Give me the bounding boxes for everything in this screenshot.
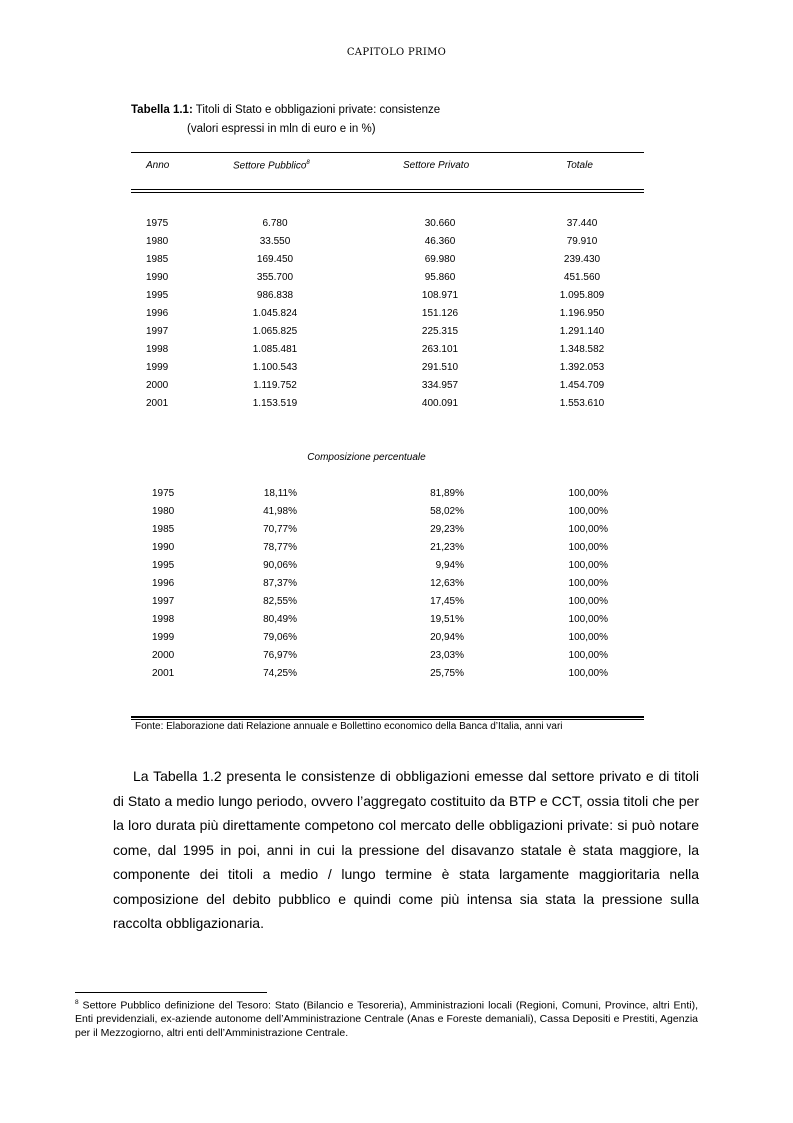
table-cell: 225.315 <box>421 326 459 337</box>
table-row <box>0 308 793 326</box>
table-cell: 1.119.752 <box>253 380 297 391</box>
table-cell: 1999 <box>152 632 175 643</box>
col-header-public <box>233 160 310 171</box>
table-cell: 69.980 <box>424 254 456 265</box>
header-double-rule-a <box>131 189 644 190</box>
table-cell: 82,55% <box>263 596 297 607</box>
table-row <box>0 506 793 524</box>
table-cell: 1.065.825 <box>252 326 298 337</box>
table-cell: 25,75% <box>430 668 464 679</box>
table-cell: 1996 <box>146 308 169 319</box>
col-header-public-label: Settore Pubblico <box>233 160 307 172</box>
table-cell: 100,00% <box>568 596 608 607</box>
table-cell: 100,00% <box>568 524 608 535</box>
table-cell: 1.045.824 <box>252 308 298 319</box>
table-cell: 37.440 <box>566 218 598 229</box>
table-cell: 46.360 <box>424 236 456 247</box>
table-cell: 1997 <box>152 596 175 607</box>
table-cell: 41,98% <box>263 506 297 517</box>
table-cell: 1990 <box>152 542 175 553</box>
table-cell: 6.780 <box>262 218 288 229</box>
table-cell: 986.838 <box>256 290 294 301</box>
table-cell: 80,49% <box>263 614 297 625</box>
footnote-ref: 8 <box>306 160 310 166</box>
table-cell: 1.100.543 <box>252 362 298 373</box>
table-cell: 100,00% <box>568 578 608 589</box>
header-double-rule-b <box>131 192 644 193</box>
table-cell: 100,00% <box>568 632 608 643</box>
table-cell: 2000 <box>146 380 169 391</box>
table-cell: 1.348.582 <box>559 344 605 355</box>
table-cell: 2001 <box>152 668 175 679</box>
table-cell: 1.196.950 <box>559 308 605 319</box>
table-cell: 1998 <box>146 344 169 355</box>
table-row <box>0 578 793 596</box>
table-cell: 1975 <box>152 488 175 499</box>
table-label: Tabella 1.1: <box>131 104 193 116</box>
table-row <box>0 560 793 578</box>
table-cell: 1.553.610 <box>559 398 605 409</box>
table-cell: 355.700 <box>256 272 294 283</box>
table-cell: 23,03% <box>430 650 464 661</box>
table-cell: 78,77% <box>263 542 297 553</box>
table-row <box>0 326 793 344</box>
table-cell: 76,97% <box>263 650 297 661</box>
col-header-total: Totale <box>566 160 593 171</box>
table-cell: 70,77% <box>263 524 297 535</box>
table-cell: 1.454.709 <box>559 380 605 391</box>
table-cell: 1999 <box>146 362 169 373</box>
table-cell: 108.971 <box>421 290 459 301</box>
table-row <box>0 362 793 380</box>
table-cell: 100,00% <box>568 506 608 517</box>
table-cell: 12,63% <box>430 578 464 589</box>
table-cell: 1.153.519 <box>252 398 298 409</box>
table-cell: 1995 <box>152 560 175 571</box>
table-cell: 18,11% <box>263 488 297 499</box>
table-row <box>0 632 793 650</box>
table-row <box>0 236 793 254</box>
table-row <box>0 254 793 272</box>
table-bottom-rule-b <box>131 719 644 720</box>
table-top-rule <box>131 152 644 153</box>
table-cell: 33.550 <box>259 236 291 247</box>
table-cell: 95.860 <box>424 272 456 283</box>
table-cell: 30.660 <box>424 218 456 229</box>
table-cell: 2001 <box>146 398 169 409</box>
table-row <box>0 650 793 668</box>
table-row <box>0 380 793 398</box>
table-cell: 1980 <box>146 236 169 247</box>
table-cell: 20,94% <box>430 632 464 643</box>
table-cell: 90,06% <box>263 560 297 571</box>
table-bottom-rule-a <box>131 716 644 718</box>
table-row <box>0 488 793 506</box>
body-paragraph: La Tabella 1.2 presenta le consistenze di obbligazioni emesse dal settore privato e di titoli di Stato a medio lungo periodo, ovvero l’aggregato costituito da BTP e CCT, ossia titoli che per la loro durata più direttamente competono col mercato delle obbligazioni private: si può notare come, dal 1995 in poi, anni in cui la pressione del disavanzo statale è stata maggiore, la componente dei titoli a medio / lungo termine è stata largamente maggioritaria nella composizione del debito pubblico e quindi come più intensa sia stata la pressione sulla raccolta obbligazionaria. <box>113 768 699 931</box>
table-cell: 1998 <box>152 614 175 625</box>
table-row <box>0 596 793 614</box>
table-cell: 29,23% <box>430 524 464 535</box>
table-row <box>0 344 793 362</box>
table-cell: 19,51% <box>430 614 464 625</box>
table-source: Fonte: Elaborazione dati Relazione annuale e Bollettino economico della Banca d’Italia, anni vari <box>135 721 563 732</box>
table-cell: 87,37% <box>263 578 297 589</box>
footnote-text: Settore Pubblico definizione del Tesoro: Stato (Bilancio e Tesoreria), Amministrazioni locali (Regioni, Comuni, Province, altri Enti), Enti previdenziali, ex-aziende autonome dell’Amministrazione Centrale (Anas e Foreste demaniali), Cassa Depositi e Prestiti, Agenzia per il Mezzogiorno, altri enti dell’Amministrazione Centrale. <box>75 999 698 1039</box>
table-cell: 100,00% <box>568 614 608 625</box>
table-subtitle: (valori espressi in mln di euro e in %) <box>187 123 376 135</box>
table-row <box>0 542 793 560</box>
table-cell: 263.101 <box>421 344 459 355</box>
table-cell: 451.560 <box>563 272 601 283</box>
table-cell: 79.910 <box>566 236 598 247</box>
table-title: Titoli di Stato e obbligazioni private: consistenze <box>192 104 441 116</box>
table-cell: 1.085.481 <box>252 344 298 355</box>
table-row <box>0 218 793 236</box>
table-cell: 1.392.053 <box>559 362 605 373</box>
table-cell: 21,23% <box>430 542 464 553</box>
table-row <box>0 524 793 542</box>
table-row <box>0 668 793 686</box>
table-cell: 100,00% <box>568 650 608 661</box>
table-cell: 1.095.809 <box>559 290 605 301</box>
table-cell: 17,45% <box>430 596 464 607</box>
table-cell: 1996 <box>152 578 175 589</box>
table-cell: 81,89% <box>430 488 464 499</box>
table-row <box>0 290 793 308</box>
table-cell: 151.126 <box>421 308 459 319</box>
table-cell: 334.957 <box>421 380 459 391</box>
table-cell: 100,00% <box>568 560 608 571</box>
table-cell: 169.450 <box>256 254 294 265</box>
table-cell: 1990 <box>146 272 169 283</box>
table-cell: 9,94% <box>435 560 464 571</box>
table-cell: 100,00% <box>568 488 608 499</box>
col-header-private: Settore Privato <box>403 160 470 171</box>
footnote-number: 8 <box>75 999 79 1006</box>
table-row <box>0 398 793 416</box>
table-cell: 400.091 <box>421 398 459 409</box>
table-row <box>0 272 793 290</box>
table-cell: 1997 <box>146 326 169 337</box>
table-cell: 1975 <box>146 218 169 229</box>
table-cell: 1985 <box>146 254 169 265</box>
footnote <box>75 996 698 1040</box>
footnote-rule <box>75 992 267 993</box>
table-cell: 1995 <box>146 290 169 301</box>
table-cell: 58,02% <box>430 506 464 517</box>
table-row <box>0 614 793 632</box>
table-cell: 1985 <box>152 524 175 535</box>
table-cell: 100,00% <box>568 542 608 553</box>
table-cell: 2000 <box>152 650 175 661</box>
table-cell: 291.510 <box>421 362 459 373</box>
table-cell: 239.430 <box>563 254 601 265</box>
page-header: CAPITOLO PRIMO <box>346 47 447 58</box>
percent-subheading: Composizione percentuale <box>307 452 426 463</box>
table-caption <box>131 104 440 116</box>
table-cell: 79,06% <box>263 632 297 643</box>
table-cell: 100,00% <box>568 668 608 679</box>
col-header-year: Anno <box>146 160 170 171</box>
table-cell: 1980 <box>152 506 175 517</box>
table-cell: 1.291.140 <box>559 326 605 337</box>
table-cell: 74,25% <box>263 668 297 679</box>
